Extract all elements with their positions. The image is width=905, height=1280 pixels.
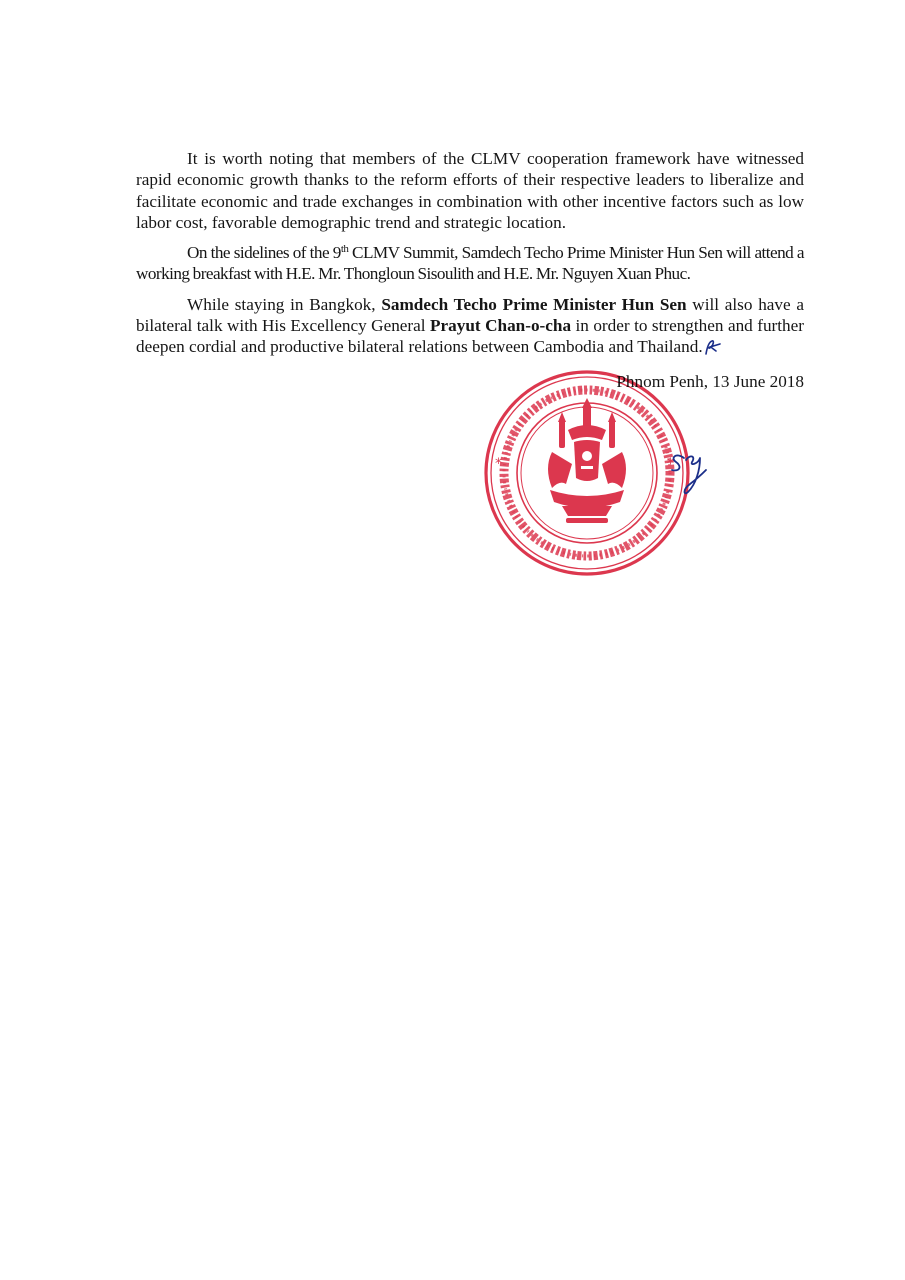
initial-mark-icon <box>703 339 723 355</box>
place-and-date: Phnom Penh, 13 June 2018 <box>616 372 804 391</box>
svg-text:*: * <box>495 456 502 472</box>
paragraph-summit-breakfast <box>136 242 804 285</box>
svg-text:*: * <box>667 456 674 472</box>
paragraph-3-part-1: While staying in Bangkok, <box>187 294 382 314</box>
paragraph-2-rest: CLMV Summit, Samdech Techo Prime Minister Hun Sen will attend a working breakfast with H.E. Mr. Thongloun Sisoulith and H.E. Mr. Nguyen Xuan Phuc. <box>136 243 804 284</box>
handwritten-signature-icon <box>660 440 710 500</box>
paragraph-bangkok-bilateral <box>136 294 804 358</box>
paragraph-clmv-growth: It is worth noting that members of the CLMV cooperation framework have witnessed rapid economic growth thanks to the reform efforts of their respective leaders to liberalize and facilitate economic and trade exchanges in combination with other incentive factors such as low labor cost, favorable demographic trend and strategic location. <box>136 149 804 232</box>
name-hun-sen: Samdech Techo Prime Minister Hun Sen <box>381 294 687 314</box>
name-prayut: Prayut Chan-o-cha <box>430 316 572 336</box>
paragraph-3-part-3: in order to strengthen and further deepen cordial and productive bilateral relations between Cambodia and Thailand. <box>136 316 804 357</box>
paragraph-3-part-2: will also have a bilateral talk with His Excellency General <box>136 294 805 336</box>
paragraph-2-start: On the sidelines of the 9 <box>187 243 341 263</box>
ordinal-suffix: th <box>340 243 349 256</box>
letter-body <box>136 148 804 367</box>
